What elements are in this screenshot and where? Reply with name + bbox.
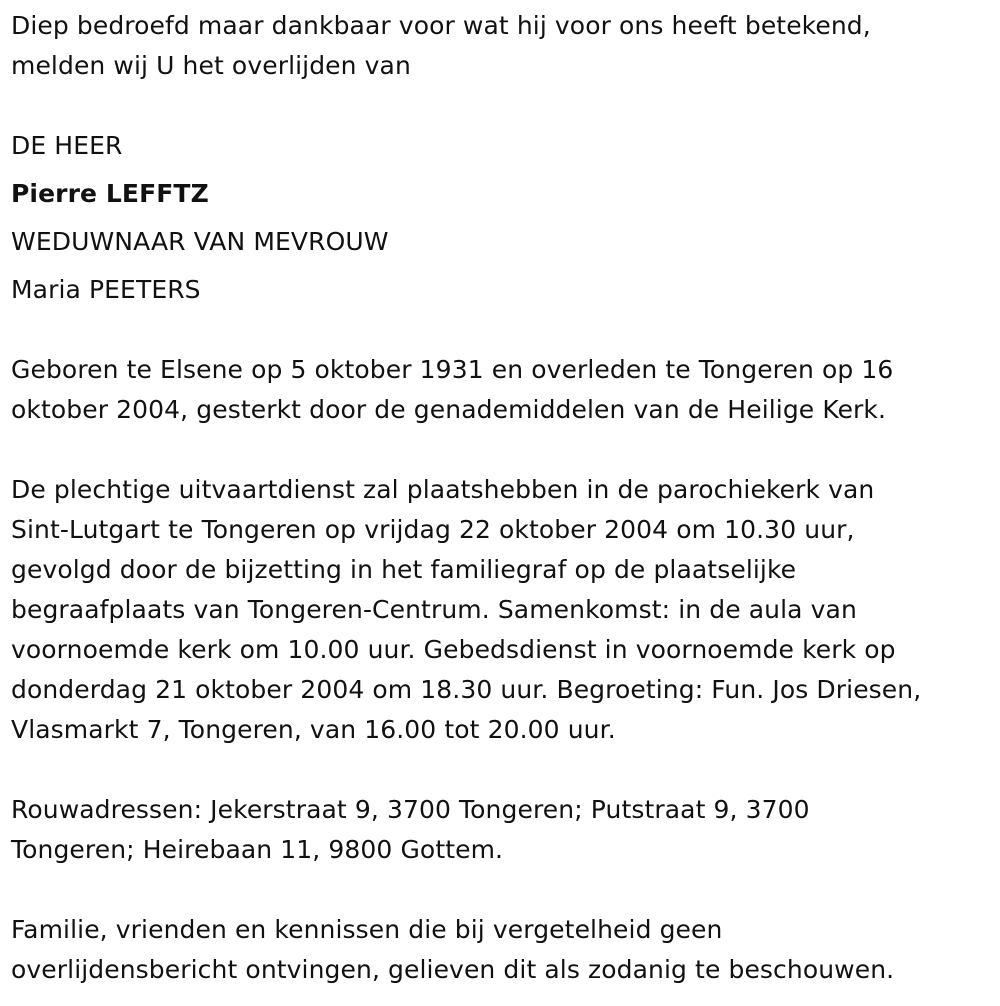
deceased-name: Pierre LEFFTZ xyxy=(11,179,209,208)
honorific: DE HEER xyxy=(11,131,123,160)
birth-death-line-2: oktober 2004, gesterkt door de genademiddelen van de Heilige Kerk. xyxy=(11,395,887,424)
service-line-6: donderdag 21 oktober 2004 om 18.30 uur. Begroeting: Fun. Jos Driesen, xyxy=(11,675,922,704)
birth-death-line-1: Geboren te Elsene op 5 oktober 1931 en overleden te Tongeren op 16 xyxy=(11,355,894,384)
closing-line-2: overlijdensbericht ontvingen, gelieven dit als zodanig te beschouwen. xyxy=(11,955,895,984)
intro-line-1: Diep bedroefd maar dankbaar voor wat hij voor ons heeft betekend, xyxy=(11,11,871,40)
service-line-5: voornoemde kerk om 10.00 uur. Gebedsdienst in voornoemde kerk op xyxy=(11,635,896,664)
service-line-7: Vlasmarkt 7, Tongeren, van 16.00 tot 20.00 uur. xyxy=(11,715,616,744)
intro-line-2: melden wij U het overlijden van xyxy=(11,51,411,80)
service-line-4: begraafplaats van Tongeren-Centrum. Samenkomst: in de aula van xyxy=(11,595,857,624)
service-line-1: De plechtige uitvaartdienst zal plaatshebben in de parochiekerk van xyxy=(11,475,875,504)
addresses-line-2: Tongeren; Heirebaan 11, 9800 Gottem. xyxy=(11,835,504,864)
service-line-3: gevolgd door de bijzetting in het familiegraf op de plaatselijke xyxy=(11,555,797,584)
closing-line-1: Familie, vrienden en kennissen die bij vergetelheid geen xyxy=(11,915,723,944)
addresses-line-1: Rouwadressen: Jekerstraat 9, 3700 Tongeren; Putstraat 9, 3700 xyxy=(11,795,810,824)
relation-label: WEDUWNAAR VAN MEVROUW xyxy=(11,227,389,256)
spouse-name: Maria PEETERS xyxy=(11,275,201,304)
service-line-2: Sint-Lutgart te Tongeren op vrijdag 22 oktober 2004 om 10.30 uur, xyxy=(11,515,855,544)
